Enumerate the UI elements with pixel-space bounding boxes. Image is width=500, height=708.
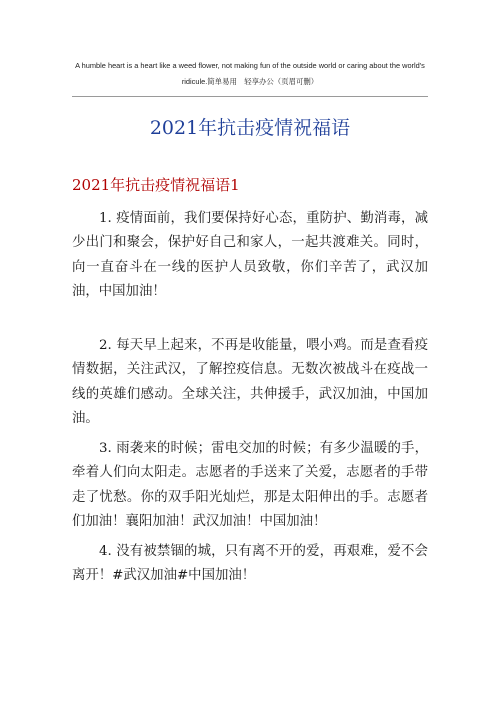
paragraph-2: 2. 每天早上起来，不再是收能量，喂小鸡。而是查看疫情数据，关注武汉，了解控疫信息。无数次被战斗在疫战一线的英雄们感动。全球关注，共伸援手，武汉加油，中国加油。 bbox=[72, 338, 428, 426]
paragraph-3: 3. 雨袭来的时候；雷电交加的时候；有多少温暖的手，牵着人们向太阳走。志愿者的手送来了关爱，志愿者的手带走了忧愁。你的双手阳光灿烂，那是太阳伸出的手。志愿者们加油！襄阳加油！武汉加油！中国加油！ bbox=[72, 441, 428, 529]
header-divider bbox=[72, 96, 428, 97]
page-header bbox=[60, 58, 440, 90]
paragraph-4: 4. 没有被禁锢的城，只有离不开的爱，再艰难，爱不会离开！#武汉加油#中国加油！ bbox=[72, 544, 428, 584]
paragraph-1: 1. 疫情面前，我们要保持好心态，重防护、勤消毒，减少出门和聚会，保护好自己和家人，一起共渡难关。同时，向一直奋斗在一线的医护人员致敬，你们辛苦了，武汉加油，中国加油！ bbox=[72, 211, 428, 299]
header-quote-line-2: ridicule.简单易用 轻享办公（页眉可删） bbox=[181, 77, 319, 86]
document-title: 2021年抗击疫情祝福语 bbox=[149, 117, 351, 139]
header-quote-line: A humble heart is a heart like a weed flower, not making fun of the outside world or caring about the world's bbox=[75, 61, 425, 70]
section-heading: 2021年抗击疫情祝福语1 bbox=[72, 176, 240, 194]
